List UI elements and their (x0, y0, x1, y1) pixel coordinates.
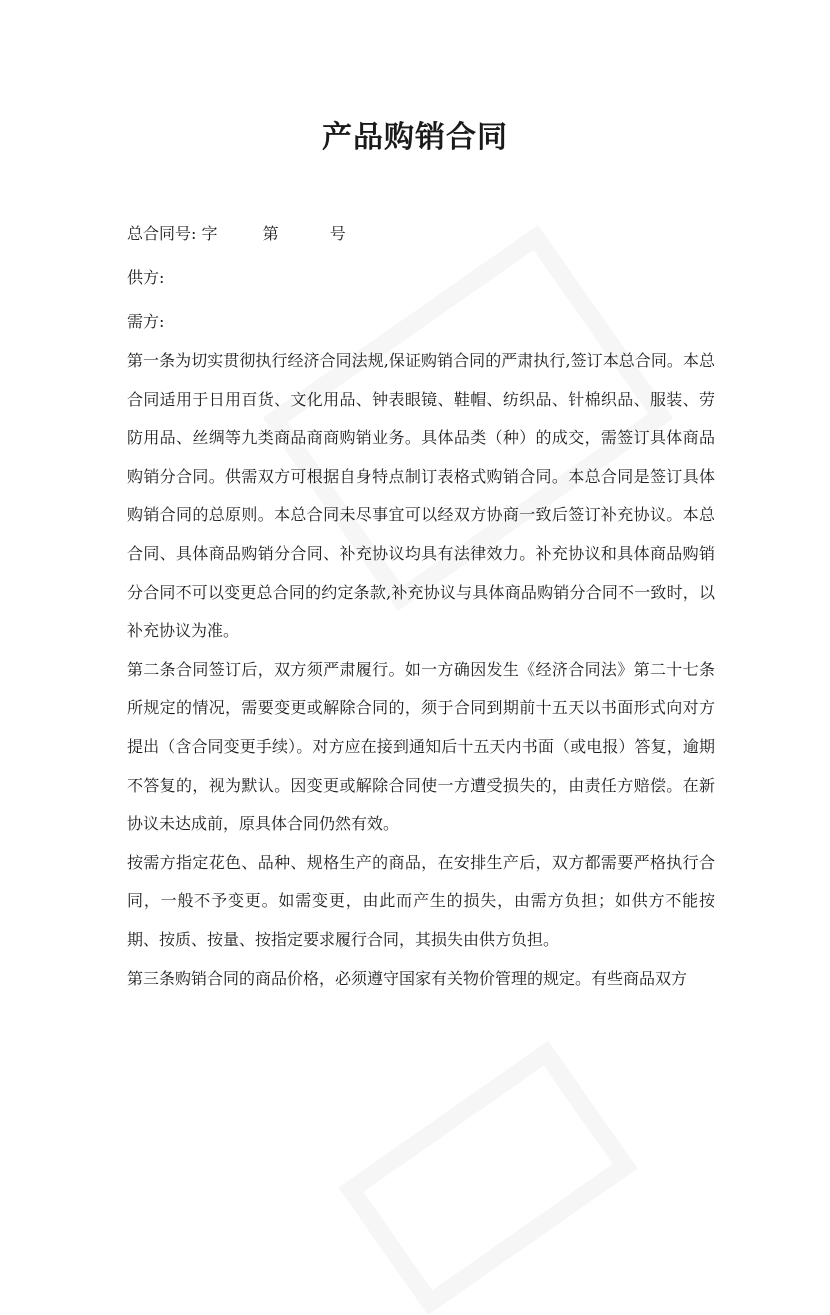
document-title: 产品购销合同 (322, 120, 508, 155)
contract-number-line (127, 221, 346, 244)
contract-number-part2: 第 (262, 224, 279, 243)
supplier-label: 供方: (127, 268, 165, 287)
paragraph-article-1: 第一条为切实贯彻执行经济合同法规,保证购销合同的严肃执行,签订本总合同。本总合同适用于日用百货、文化用品、钟表眼镜、鞋帽、纺织品、针棉织品、服装、劳防用品、丝绸等九类商品商商购销业务。具体品类（种）的成交，需签订具体商品购销分合同。供需双方可根据自身特点制订表格式购销合同。本总合同是签订具体购销合同的总原则。本总合同未尽事宜可以经双方协商一致后签订补充协议。本总合同、具体商品购销分合同、补充协议均具有法律效力。补充协议和具体商品购销分合同不可以变更总合同的约定条款,补充协议与具体商品购销分合同不一致时，以补充协议为准。 (127, 351, 715, 641)
contract-number-part1: 字 (201, 224, 218, 243)
paragraph-custom-goods: 按需方指定花色、品种、规格生产的商品，在安排生产后，双方都需要严格执行合同，一般不予变更。如需变更，由此而产生的损失，由需方负担；如供方不能按期、按质、按量、按指定要求履行合同，其损失由供方负担。 (127, 852, 715, 949)
paragraph-article-2: 第二条合同签订后，双方须严肃履行。如一方确因发生《经济合同法》第二十七条所规定的情况，需要变更或解除合同的，须于合同到期前十五天以书面形式向对方提出（含合同变更手续）。对方应在接到通知后十五天内书面（或电报）答复，逾期不答复的，视为默认。因变更或解除合同使一方遭受损失的，由责任方赔偿。在新协议未达成前，原具体合同仍然有效。 (127, 659, 715, 834)
contract-body (127, 342, 715, 998)
contract-number-part3: 号 (329, 224, 346, 243)
contract-number-label: 总合同号: (127, 224, 197, 243)
buyer-label: 需方: (127, 312, 165, 331)
paragraph-article-3: 第三条购销合同的商品价格，必须遵守国家有关物价管理的规定。有些商品双方 (127, 968, 688, 988)
watermark (338, 1041, 637, 1315)
